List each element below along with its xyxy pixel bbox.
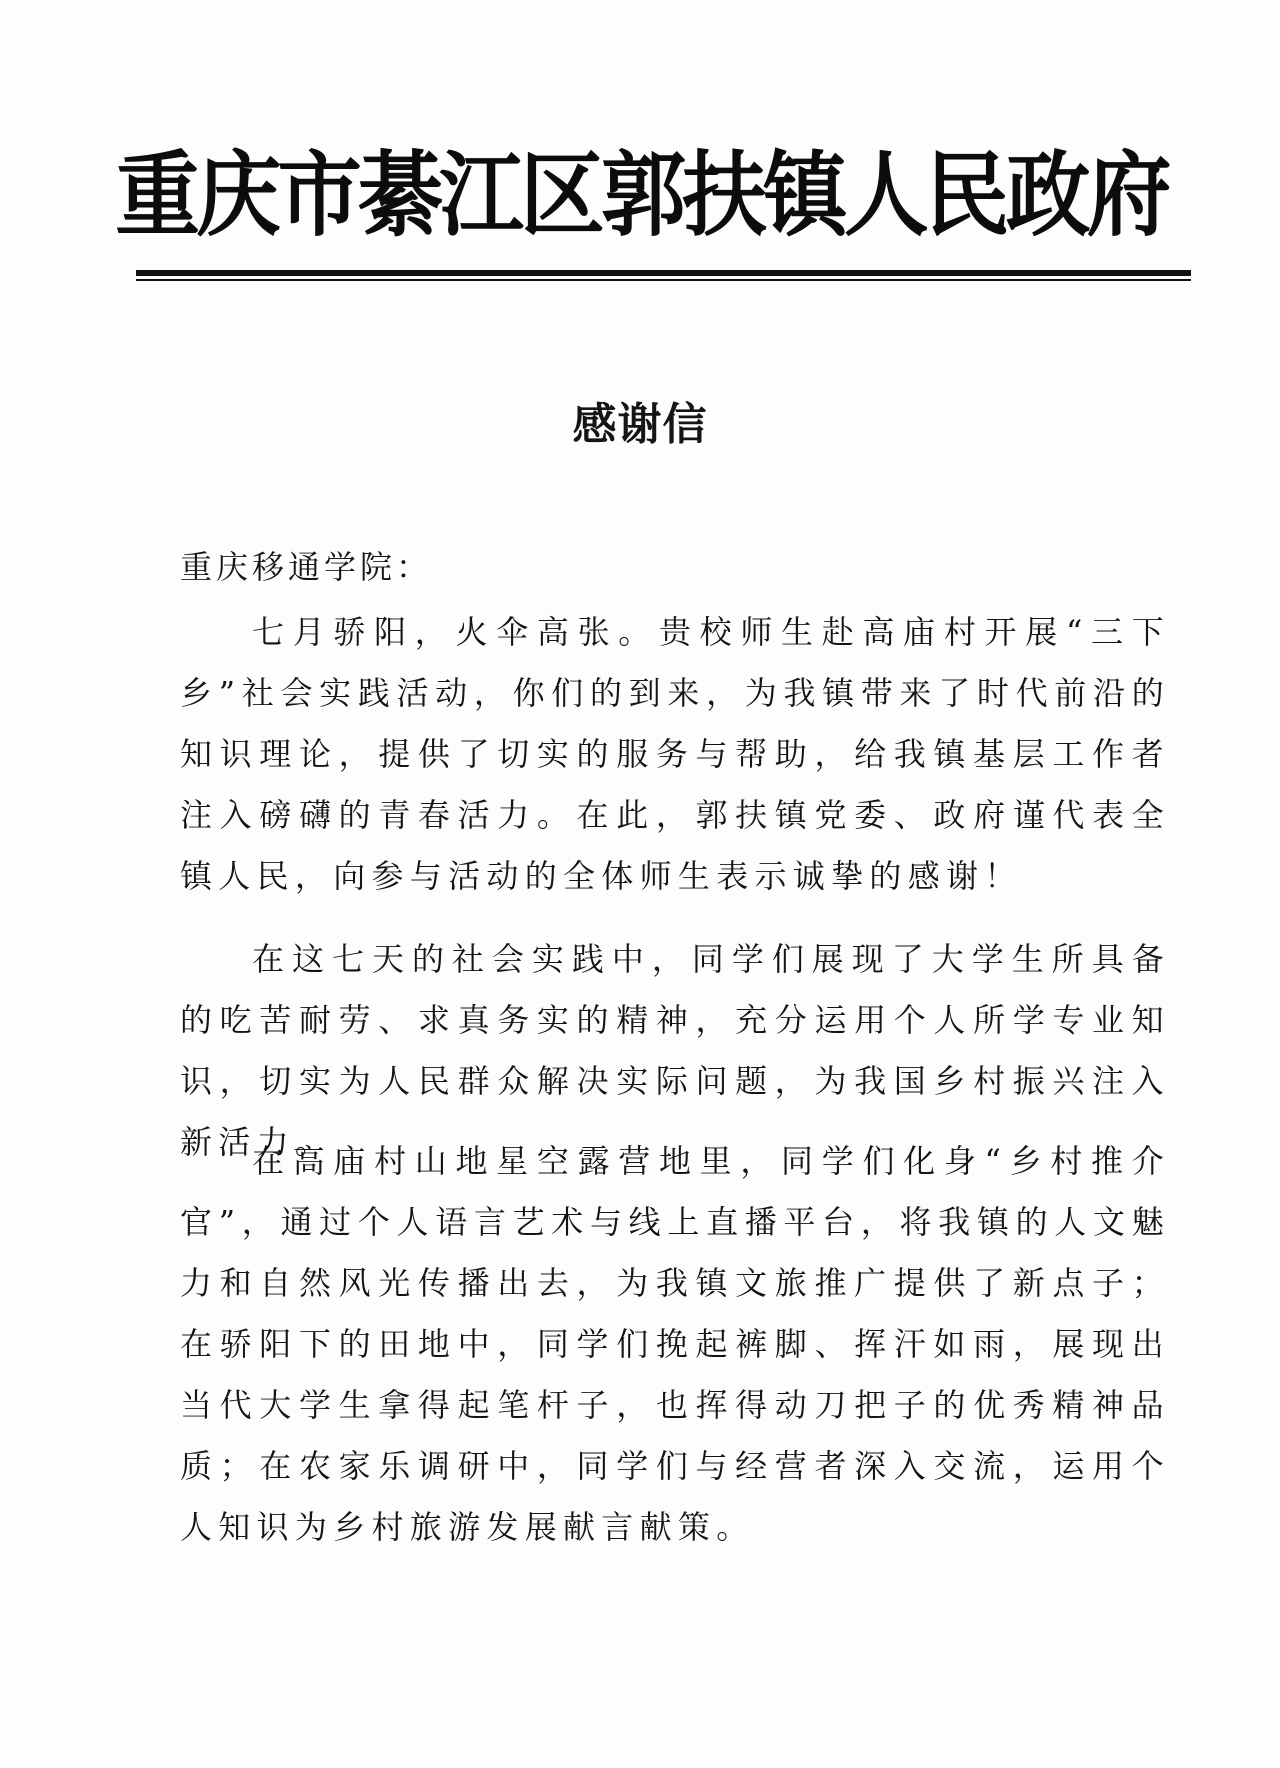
letterhead-rule-thin xyxy=(136,279,1191,281)
paragraph-3: 在高庙村山地星空露营地里，同学们化身“乡村推介官”，通过个人语言艺术与线上直播平台，将我镇的人文魅力和自然风光传播出去，为我镇文旅推广提供了新点子；在骄阳下的田地中，同学们挽起裤脚、挥汗如雨，展现出当代大学生拿得起笔杆子，也挥得动刀把子的优秀精神品质；在农家乐调研中，同学们与经营者深入交流，运用个人知识为乡村旅游发展献言献策。 xyxy=(180,1142,1170,1546)
paragraph-1: 七月骄阳，火伞高张。贵校师生赴高庙村开展“三下乡”社会实践活动，你们的到来，为我镇带来了时代前沿的知识理论，提供了切实的服务与帮助，给我镇基层工作者注入磅礴的青春活力。在此，郭扶镇党委、政府谨代表全镇人民，向参与活动的全体师生表示诚挚的感谢！ xyxy=(180,613,1170,895)
salutation: 重庆移通学院： xyxy=(180,548,433,586)
paragraph-2: 在这七天的社会实践中，同学们展现了大学生所具备的吃苦耐劳、求真务实的精神，充分运用个人所学专业知识，切实为人民群众解决实际问题，为我国乡村振兴注入新活力。 xyxy=(180,940,1170,1161)
letterhead-title: 重庆市綦江区郭扶镇人民政府 xyxy=(115,142,1168,249)
letterhead-rule-thick xyxy=(136,270,1191,276)
letter-title: 感谢信 xyxy=(572,399,708,450)
